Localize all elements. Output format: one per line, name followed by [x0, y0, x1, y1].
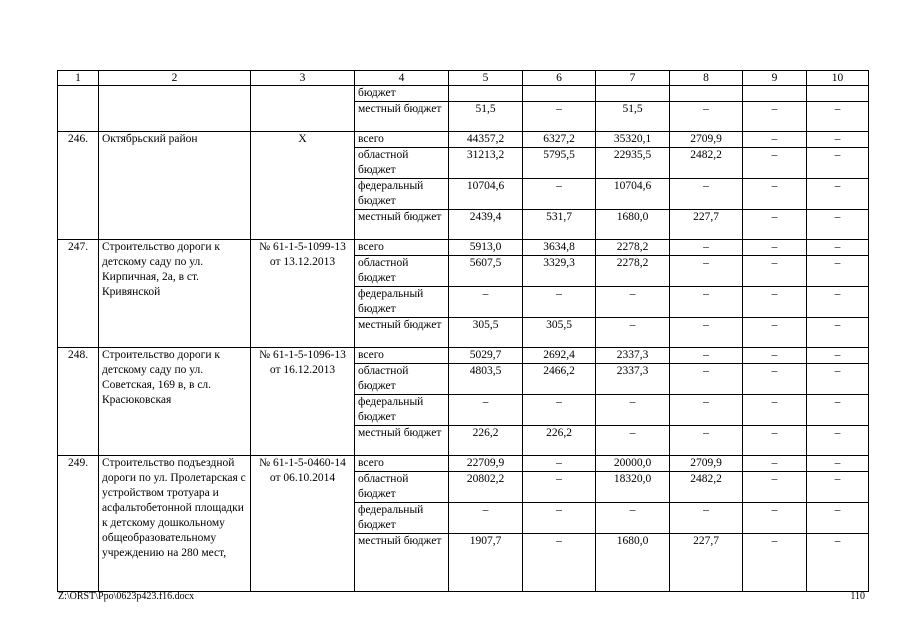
value-cell: 3634,8: [523, 240, 596, 256]
header-row: [58, 71, 869, 86]
col-header-1: 1: [58, 71, 99, 86]
funding-source: областной бюджет: [355, 148, 449, 179]
value-cell: 31213,2: [449, 148, 523, 179]
value-cell: 2709,9: [670, 456, 743, 472]
value-cell: 4803,5: [449, 364, 523, 395]
funding-source: бюджет: [355, 86, 449, 102]
value-cell: –: [596, 426, 670, 456]
value-cell: 18320,0: [596, 472, 670, 503]
table-row: [58, 132, 869, 148]
value-cell: –: [807, 210, 869, 240]
value-cell: –: [670, 287, 743, 318]
value-cell: [449, 86, 523, 102]
col-header-9: 9: [743, 71, 807, 86]
value-cell: –: [807, 256, 869, 287]
value-cell: 5913,0: [449, 240, 523, 256]
value-cell: –: [743, 287, 807, 318]
value-cell: –: [670, 426, 743, 456]
item-doc-cell: [251, 86, 355, 132]
value-cell: 226,2: [449, 426, 523, 456]
value-cell: 6327,2: [523, 132, 596, 148]
value-cell: 35320,1: [596, 132, 670, 148]
col-header-5: 5: [449, 71, 523, 86]
value-cell: 22935,5: [596, 148, 670, 179]
value-cell: 22709,9: [449, 456, 523, 472]
value-cell: –: [523, 534, 596, 592]
value-cell: –: [596, 395, 670, 426]
value-cell: 2337,3: [596, 364, 670, 395]
value-cell: 2692,4: [523, 348, 596, 364]
value-cell: 305,5: [449, 318, 523, 348]
value-cell: 2482,2: [670, 148, 743, 179]
value-cell: –: [670, 503, 743, 534]
value-cell: 2337,3: [596, 348, 670, 364]
value-cell: –: [807, 426, 869, 456]
table-row: [58, 86, 869, 102]
value-cell: –: [523, 395, 596, 426]
value-cell: –: [449, 395, 523, 426]
value-cell: –: [449, 287, 523, 318]
item-doc-cell: Х: [251, 132, 355, 240]
item-number-cell: 247.: [58, 240, 99, 348]
value-cell: 5607,5: [449, 256, 523, 287]
value-cell: [743, 86, 807, 102]
value-cell: –: [670, 256, 743, 287]
value-cell: [807, 86, 869, 102]
funding-source: федеральный бюджет: [355, 287, 449, 318]
value-cell: –: [670, 179, 743, 210]
value-cell: –: [743, 102, 807, 132]
value-cell: 2439,4: [449, 210, 523, 240]
value-cell: 226,2: [523, 426, 596, 456]
value-cell: 305,5: [523, 318, 596, 348]
value-cell: –: [596, 503, 670, 534]
item-name-cell: [99, 86, 251, 132]
value-cell: 1680,0: [596, 534, 670, 592]
value-cell: –: [807, 318, 869, 348]
value-cell: 5029,7: [449, 348, 523, 364]
funding-source: всего: [355, 132, 449, 148]
value-cell: –: [743, 395, 807, 426]
funding-source: областной бюджет: [355, 472, 449, 503]
value-cell: –: [743, 364, 807, 395]
value-cell: –: [807, 179, 869, 210]
col-header-6: 6: [523, 71, 596, 86]
funding-source: федеральный бюджет: [355, 503, 449, 534]
value-cell: 2482,2: [670, 472, 743, 503]
value-cell: –: [743, 503, 807, 534]
item-doc-cell: № 61-1-5-0460-14 от 06.10.2014: [251, 456, 355, 592]
item-number-cell: 246.: [58, 132, 99, 240]
item-name-cell: Строительство подъездной дороги по ул. Пролетарская с устройством тротуара и асфальтобетонной площадки к детскому дошкольному общеобразовательному учреждению на 280 мест,: [99, 456, 251, 592]
value-cell: –: [670, 364, 743, 395]
funding-source: местный бюджет: [355, 534, 449, 592]
value-cell: 20802,2: [449, 472, 523, 503]
value-cell: 44357,2: [449, 132, 523, 148]
value-cell: –: [743, 456, 807, 472]
value-cell: 227,7: [670, 210, 743, 240]
value-cell: –: [743, 348, 807, 364]
item-name-cell: Строительство дороги к детскому саду по ул. Кирпичная, 2а, в ст. Кривянской: [99, 240, 251, 348]
value-cell: –: [670, 395, 743, 426]
item-number-cell: [58, 86, 99, 132]
value-cell: –: [807, 348, 869, 364]
value-cell: –: [743, 240, 807, 256]
value-cell: [670, 86, 743, 102]
value-cell: –: [743, 426, 807, 456]
value-cell: 51,5: [449, 102, 523, 132]
col-header-8: 8: [670, 71, 743, 86]
budget-table: [57, 70, 869, 592]
value-cell: –: [743, 318, 807, 348]
value-cell: –: [807, 534, 869, 592]
funding-source: всего: [355, 456, 449, 472]
value-cell: –: [523, 179, 596, 210]
value-cell: 2278,2: [596, 256, 670, 287]
funding-source: всего: [355, 348, 449, 364]
value-cell: –: [523, 287, 596, 318]
value-cell: 2278,2: [596, 240, 670, 256]
funding-source: областной бюджет: [355, 364, 449, 395]
col-header-3: 3: [251, 71, 355, 86]
value-cell: 531,7: [523, 210, 596, 240]
value-cell: –: [670, 102, 743, 132]
value-cell: –: [596, 287, 670, 318]
value-cell: –: [670, 348, 743, 364]
value-cell: 10704,6: [449, 179, 523, 210]
table-row: [58, 240, 869, 256]
item-doc-cell: № 61-1-5-1099-13 от 13.12.2013: [251, 240, 355, 348]
value-cell: –: [807, 287, 869, 318]
value-cell: 227,7: [670, 534, 743, 592]
funding-source: федеральный бюджет: [355, 395, 449, 426]
col-header-7: 7: [596, 71, 670, 86]
value-cell: –: [523, 503, 596, 534]
value-cell: [523, 86, 596, 102]
col-header-4: 4: [355, 71, 449, 86]
value-cell: –: [807, 395, 869, 426]
item-number-cell: 248.: [58, 348, 99, 456]
funding-source: областной бюджет: [355, 256, 449, 287]
value-cell: –: [743, 256, 807, 287]
value-cell: –: [743, 132, 807, 148]
value-cell: 1907,7: [449, 534, 523, 592]
page-number: 110: [850, 591, 865, 602]
value-cell: –: [743, 472, 807, 503]
value-cell: –: [523, 456, 596, 472]
value-cell: –: [807, 472, 869, 503]
value-cell: –: [743, 534, 807, 592]
value-cell: –: [743, 210, 807, 240]
value-cell: –: [807, 240, 869, 256]
item-name-cell: Строительство дороги к детскому саду по ул. Советская, 169 в, в сл. Красюковская: [99, 348, 251, 456]
value-cell: –: [807, 364, 869, 395]
value-cell: 5795,5: [523, 148, 596, 179]
col-header-10: 10: [807, 71, 869, 86]
value-cell: [596, 86, 670, 102]
value-cell: 51,5: [596, 102, 670, 132]
file-path-footer: Z:\ORST\Ppo\0623p423.f16.docx: [58, 591, 195, 602]
item-name-cell: Октябрьский район: [99, 132, 251, 240]
table-row: [58, 348, 869, 364]
value-cell: 20000,0: [596, 456, 670, 472]
funding-source: местный бюджет: [355, 426, 449, 456]
value-cell: 2709,9: [670, 132, 743, 148]
value-cell: –: [743, 179, 807, 210]
value-cell: –: [523, 472, 596, 503]
funding-source: местный бюджет: [355, 210, 449, 240]
value-cell: 2466,2: [523, 364, 596, 395]
value-cell: 3329,3: [523, 256, 596, 287]
value-cell: –: [807, 132, 869, 148]
value-cell: 1680,0: [596, 210, 670, 240]
value-cell: –: [807, 148, 869, 179]
item-number-cell: 249.: [58, 456, 99, 592]
funding-source: местный бюджет: [355, 318, 449, 348]
funding-source: федеральный бюджет: [355, 179, 449, 210]
col-header-2: 2: [99, 71, 251, 86]
value-cell: –: [807, 503, 869, 534]
value-cell: –: [743, 148, 807, 179]
value-cell: –: [596, 318, 670, 348]
funding-source: всего: [355, 240, 449, 256]
value-cell: 10704,6: [596, 179, 670, 210]
table-row: [58, 456, 869, 472]
funding-source: местный бюджет: [355, 102, 449, 132]
value-cell: –: [670, 240, 743, 256]
value-cell: –: [523, 102, 596, 132]
value-cell: –: [449, 503, 523, 534]
item-doc-cell: № 61-1-5-1096-13 от 16.12.2013: [251, 348, 355, 456]
value-cell: –: [807, 102, 869, 132]
value-cell: –: [807, 456, 869, 472]
value-cell: –: [670, 318, 743, 348]
